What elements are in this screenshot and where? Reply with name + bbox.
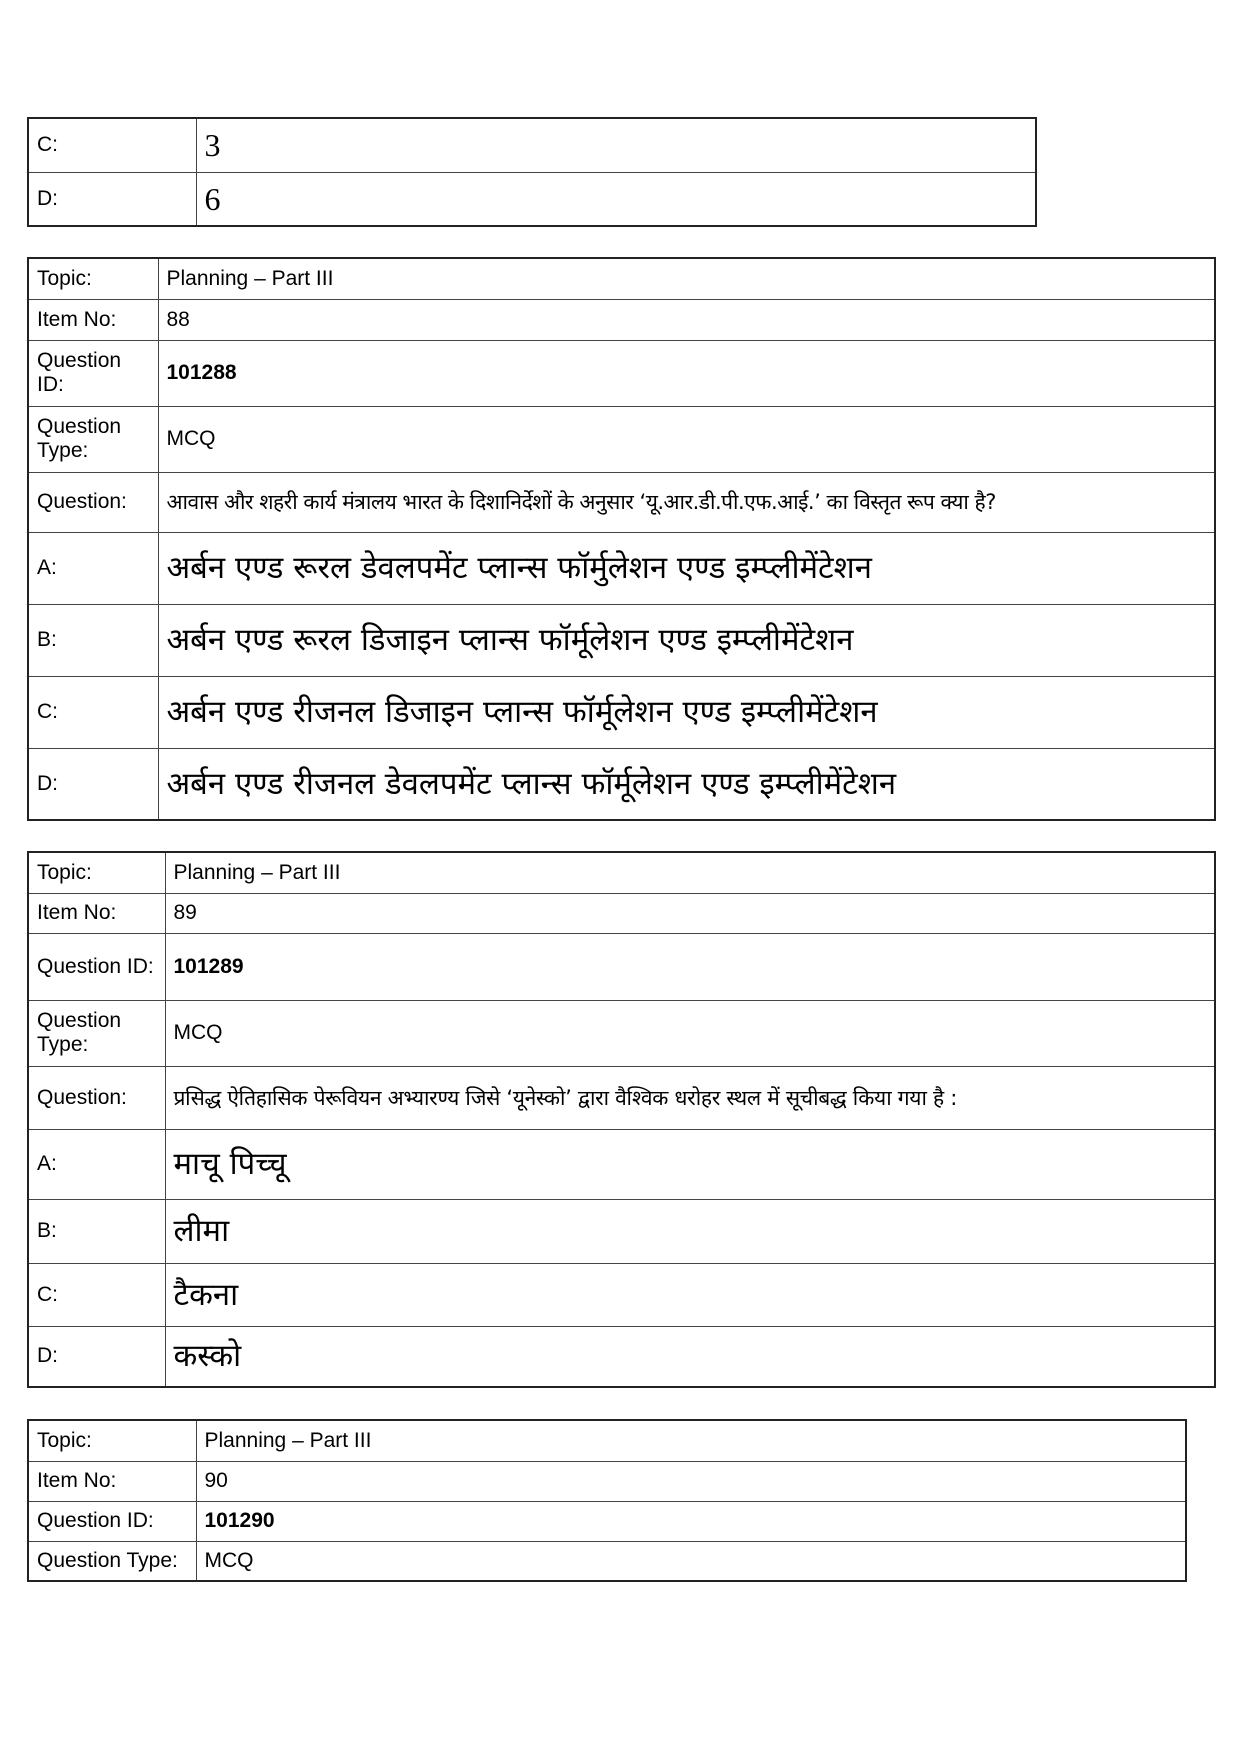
option-label: C: — [28, 118, 196, 172]
option-label: A: — [28, 532, 158, 604]
question-type-value: MCQ — [165, 1000, 1215, 1066]
option-label: C: — [28, 1263, 165, 1326]
option-row-b — [28, 1199, 1215, 1263]
topic-value: Planning – Part III — [196, 1420, 1186, 1461]
topic-row — [28, 258, 1215, 299]
topic-row — [28, 852, 1215, 893]
option-row-c — [28, 1263, 1215, 1326]
item-no-value: 88 — [158, 299, 1215, 340]
option-value: अर्बन एण्ड रूरल डेवलपमेंट प्लान्स फॉर्मुलेशन एण्ड इम्प्लीमेंटेशन — [158, 532, 1215, 604]
item-no-label: Item No: — [28, 893, 165, 933]
question-id-label: Question ID: — [28, 933, 165, 1000]
question-table-89 — [27, 851, 1216, 1388]
item-no-label: Item No: — [28, 1461, 196, 1501]
option-row-a — [28, 532, 1215, 604]
option-row-d — [28, 748, 1215, 820]
option-value: अर्बन एण्ड रीजनल डिजाइन प्लान्स फॉर्मूलेशन एण्ड इम्प्लीमेंटेशन — [158, 676, 1215, 748]
item-no-label: Item No: — [28, 299, 158, 340]
question-type-label: Question Type: — [28, 1541, 196, 1581]
option-row-b — [28, 604, 1215, 676]
topic-label: Topic: — [28, 852, 165, 893]
question-id-label: Question ID: — [28, 340, 158, 406]
item-no-value: 90 — [196, 1461, 1186, 1501]
option-value: लीमा — [165, 1199, 1215, 1263]
option-value: अर्बन एण्ड रीजनल डेवलपमेंट प्लान्स फॉर्मूलेशन एण्ड इम्प्लीमेंटेशन — [158, 748, 1215, 820]
question-row — [28, 472, 1215, 532]
topic-label: Topic: — [28, 1420, 196, 1461]
question-table-90 — [27, 1419, 1187, 1582]
question-type-label: Question Type: — [28, 1000, 165, 1066]
option-row-d — [28, 172, 1036, 226]
topic-value: Planning – Part III — [158, 258, 1215, 299]
question-type-label: Question Type: — [28, 406, 158, 472]
option-label: D: — [28, 172, 196, 226]
option-label: A: — [28, 1129, 165, 1199]
item-no-row — [28, 1461, 1186, 1501]
question-type-row — [28, 1541, 1186, 1581]
option-value: 6 — [196, 172, 1036, 226]
option-label: C: — [28, 676, 158, 748]
option-row-c — [28, 118, 1036, 172]
option-row-a — [28, 1129, 1215, 1199]
question-id-row — [28, 340, 1215, 406]
option-label: D: — [28, 748, 158, 820]
topic-row — [28, 1420, 1186, 1461]
topic-value: Planning – Part III — [165, 852, 1215, 893]
topic-label: Topic: — [28, 258, 158, 299]
option-row-c — [28, 676, 1215, 748]
option-value: माचू पिच्चू — [165, 1129, 1215, 1199]
option-value: 3 — [196, 118, 1036, 172]
question-text: प्रसिद्ध ऐतिहासिक पेरूवियन अभ्यारण्य जिसे ‘यूनेस्को’ द्वारा वैश्विक धरोहर स्थल में सूचीबद्ध किया गया है : — [165, 1066, 1215, 1129]
option-label: B: — [28, 604, 158, 676]
question-table-88 — [27, 257, 1216, 821]
question-id-row — [28, 933, 1215, 1000]
previous-question-options-table — [27, 117, 1037, 227]
question-label: Question: — [28, 1066, 165, 1129]
option-value: कस्को — [165, 1326, 1215, 1387]
question-id-value: 101288 — [158, 340, 1215, 406]
option-label: D: — [28, 1326, 165, 1387]
item-no-row — [28, 299, 1215, 340]
question-row — [28, 1066, 1215, 1129]
question-type-value: MCQ — [196, 1541, 1186, 1581]
question-type-row — [28, 406, 1215, 472]
question-text: आवास और शहरी कार्य मंत्रालय भारत के दिशानिर्देशों के अनुसार ‘यू.आर.डी.पी.एफ.आई.’ का विस्तृत रूप क्या है? — [158, 472, 1215, 532]
option-label: B: — [28, 1199, 165, 1263]
question-label: Question: — [28, 472, 158, 532]
option-row-d — [28, 1326, 1215, 1387]
question-id-row — [28, 1501, 1186, 1541]
question-type-value: MCQ — [158, 406, 1215, 472]
question-id-label: Question ID: — [28, 1501, 196, 1541]
item-no-value: 89 — [165, 893, 1215, 933]
option-value: टैकना — [165, 1263, 1215, 1326]
question-type-row — [28, 1000, 1215, 1066]
option-value: अर्बन एण्ड रूरल डिजाइन प्लान्स फॉर्मूलेशन एण्ड इम्प्लीमेंटेशन — [158, 604, 1215, 676]
question-id-value: 101290 — [196, 1501, 1186, 1541]
item-no-row — [28, 893, 1215, 933]
question-id-value: 101289 — [165, 933, 1215, 1000]
